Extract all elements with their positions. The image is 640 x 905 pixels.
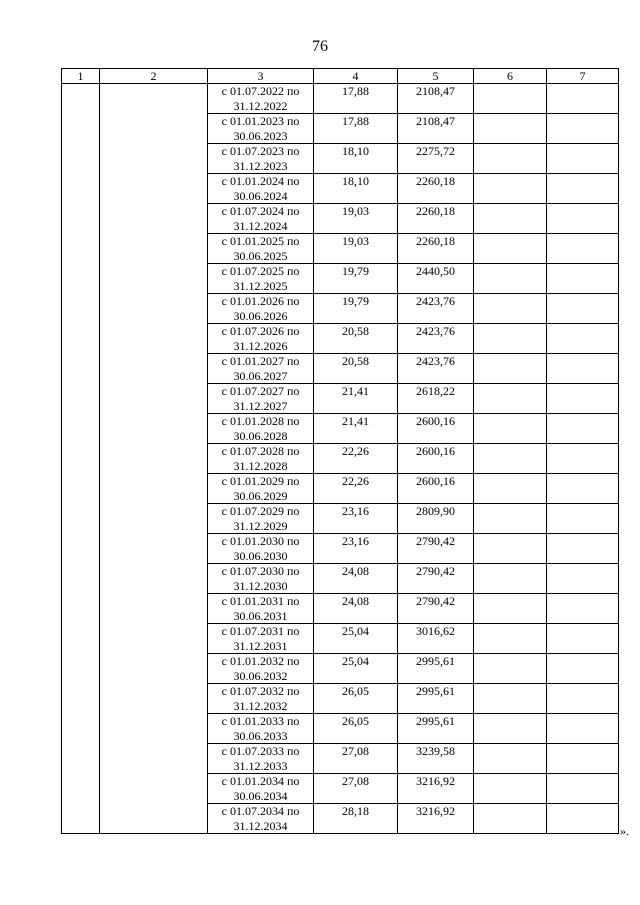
table-header-row bbox=[62, 69, 619, 84]
column-6-cell bbox=[474, 804, 547, 834]
column-5-value: 2618,22 bbox=[398, 384, 474, 414]
period-cell bbox=[208, 264, 314, 294]
column-5-value: 2260,18 bbox=[398, 234, 474, 264]
column-6-cell bbox=[474, 324, 547, 354]
column-4-value: 27,08 bbox=[314, 774, 398, 804]
period-start-text: с 01.07.2028 по bbox=[221, 444, 300, 458]
period-start-text: с 01.01.2032 по bbox=[221, 654, 300, 668]
column-4-value: 18,10 bbox=[314, 174, 398, 204]
column-5-value: 2440,50 bbox=[398, 264, 474, 294]
column-4-value: 20,58 bbox=[314, 324, 398, 354]
column-5-value: 2260,18 bbox=[398, 174, 474, 204]
column-7-cell bbox=[547, 474, 619, 504]
column-6-cell bbox=[474, 714, 547, 744]
period-start-text: с 01.01.2027 по bbox=[221, 354, 300, 368]
period-cell bbox=[208, 414, 314, 444]
column-5-value: 2108,47 bbox=[398, 84, 474, 114]
column-5-value: 2275,72 bbox=[398, 144, 474, 174]
period-end-text: 31.12.2022 bbox=[233, 98, 288, 113]
period-start-text: с 01.01.2025 по bbox=[221, 234, 300, 248]
column-6-cell bbox=[474, 654, 547, 684]
column-6-cell bbox=[474, 594, 547, 624]
period-end-text: 30.06.2029 bbox=[233, 488, 288, 503]
period-end-text: 31.12.2030 bbox=[233, 578, 288, 593]
period-end-text: 31.12.2032 bbox=[233, 698, 288, 713]
column-5-value: 2423,76 bbox=[398, 324, 474, 354]
column-7-cell bbox=[547, 354, 619, 384]
period-start-text: с 01.07.2034 по bbox=[221, 804, 300, 818]
column-5-value: 2600,16 bbox=[398, 444, 474, 474]
column-4-value: 27,08 bbox=[314, 744, 398, 774]
column-6-cell bbox=[474, 264, 547, 294]
column-7-cell bbox=[547, 204, 619, 234]
column-5-value: 3239,58 bbox=[398, 744, 474, 774]
period-end-text: 30.06.2034 bbox=[233, 788, 288, 803]
column-6-cell bbox=[474, 504, 547, 534]
period-end-text: 31.12.2029 bbox=[233, 518, 288, 533]
period-end-text: 31.12.2034 bbox=[233, 818, 288, 833]
period-cell bbox=[208, 84, 314, 114]
column-6-cell bbox=[474, 564, 547, 594]
column-6-cell bbox=[474, 384, 547, 414]
column-2-cell bbox=[100, 84, 208, 834]
period-start-text: с 01.01.2034 по bbox=[221, 774, 300, 788]
column-7-cell bbox=[547, 174, 619, 204]
column-4-value: 25,04 bbox=[314, 654, 398, 684]
column-7-cell bbox=[547, 294, 619, 324]
period-start-text: с 01.01.2024 по bbox=[221, 174, 300, 188]
column-6-cell bbox=[474, 204, 547, 234]
column-4-value: 18,10 bbox=[314, 144, 398, 174]
column-6-cell bbox=[474, 144, 547, 174]
column-6-cell bbox=[474, 684, 547, 714]
column-4-value: 22,26 bbox=[314, 444, 398, 474]
period-start-text: с 01.01.2023 по bbox=[221, 114, 300, 128]
period-start-text: с 01.07.2030 по bbox=[221, 564, 300, 578]
column-4-value: 17,88 bbox=[314, 84, 398, 114]
period-cell bbox=[208, 744, 314, 774]
period-cell bbox=[208, 564, 314, 594]
column-header-1: 1 bbox=[62, 69, 100, 84]
period-cell bbox=[208, 324, 314, 354]
period-end-text: 31.12.2024 bbox=[233, 218, 288, 233]
period-cell bbox=[208, 504, 314, 534]
column-4-value: 19,03 bbox=[314, 204, 398, 234]
column-6-cell bbox=[474, 174, 547, 204]
column-5-value: 3216,92 bbox=[398, 804, 474, 834]
period-cell bbox=[208, 534, 314, 564]
column-7-cell bbox=[547, 144, 619, 174]
column-6-cell bbox=[474, 234, 547, 264]
column-6-cell bbox=[474, 624, 547, 654]
column-header-3: 3 bbox=[208, 69, 314, 84]
column-5-value: 2108,47 bbox=[398, 114, 474, 144]
column-6-cell bbox=[474, 414, 547, 444]
column-7-cell bbox=[547, 414, 619, 444]
column-4-value: 20,58 bbox=[314, 354, 398, 384]
period-start-text: с 01.01.2028 по bbox=[221, 414, 300, 428]
page-number: 76 bbox=[312, 38, 328, 55]
period-start-text: с 01.07.2022 по bbox=[221, 84, 300, 98]
column-7-cell bbox=[547, 564, 619, 594]
column-4-value: 23,16 bbox=[314, 534, 398, 564]
table-row bbox=[62, 84, 619, 114]
period-cell bbox=[208, 594, 314, 624]
column-4-value: 21,41 bbox=[314, 384, 398, 414]
column-4-value: 22,26 bbox=[314, 474, 398, 504]
period-end-text: 30.06.2023 bbox=[233, 128, 288, 143]
period-end-text: 31.12.2025 bbox=[233, 278, 288, 293]
column-7-cell bbox=[547, 534, 619, 564]
column-5-value: 2995,61 bbox=[398, 654, 474, 684]
column-5-value: 2600,16 bbox=[398, 414, 474, 444]
column-5-value: 2790,42 bbox=[398, 564, 474, 594]
column-7-cell bbox=[547, 624, 619, 654]
column-5-value: 3216,92 bbox=[398, 774, 474, 804]
period-start-text: с 01.01.2031 по bbox=[221, 594, 300, 608]
period-start-text: с 01.07.2026 по bbox=[221, 324, 300, 338]
column-4-value: 28,18 bbox=[314, 804, 398, 834]
column-7-cell bbox=[547, 654, 619, 684]
column-6-cell bbox=[474, 294, 547, 324]
column-6-cell bbox=[474, 354, 547, 384]
period-start-text: с 01.07.2027 по bbox=[221, 384, 300, 398]
column-5-value: 2809,90 bbox=[398, 504, 474, 534]
period-cell bbox=[208, 294, 314, 324]
period-start-text: с 01.07.2023 по bbox=[221, 144, 300, 158]
period-start-text: с 01.07.2029 по bbox=[221, 504, 300, 518]
column-6-cell bbox=[474, 114, 547, 144]
column-6-cell bbox=[474, 84, 547, 114]
period-end-text: 30.06.2027 bbox=[233, 368, 288, 383]
period-end-text: 31.12.2033 bbox=[233, 758, 288, 773]
period-start-text: с 01.01.2033 по bbox=[221, 714, 300, 728]
column-7-cell bbox=[547, 744, 619, 774]
column-1-cell bbox=[62, 84, 100, 834]
column-4-value: 19,79 bbox=[314, 264, 398, 294]
column-4-value: 24,08 bbox=[314, 594, 398, 624]
period-end-text: 30.06.2024 bbox=[233, 188, 288, 203]
period-start-text: с 01.01.2026 по bbox=[221, 294, 300, 308]
column-4-value: 19,03 bbox=[314, 234, 398, 264]
period-cell bbox=[208, 804, 314, 834]
column-7-cell bbox=[547, 444, 619, 474]
table-body bbox=[62, 84, 619, 834]
period-cell bbox=[208, 144, 314, 174]
period-end-text: 31.12.2026 bbox=[233, 338, 288, 353]
period-start-text: с 01.01.2030 по bbox=[221, 534, 300, 548]
column-4-value: 21,41 bbox=[314, 414, 398, 444]
period-cell bbox=[208, 384, 314, 414]
period-cell bbox=[208, 444, 314, 474]
column-5-value: 2790,42 bbox=[398, 594, 474, 624]
closing-quote-mark: ». bbox=[620, 824, 629, 838]
period-start-text: с 01.07.2024 по bbox=[221, 204, 300, 218]
column-5-value: 3016,62 bbox=[398, 624, 474, 654]
column-7-cell bbox=[547, 504, 619, 534]
column-5-value: 2995,61 bbox=[398, 714, 474, 744]
period-end-text: 31.12.2028 bbox=[233, 458, 288, 473]
column-4-value: 26,05 bbox=[314, 684, 398, 714]
period-end-text: 30.06.2033 bbox=[233, 728, 288, 743]
period-cell bbox=[208, 654, 314, 684]
period-end-text: 30.06.2025 bbox=[233, 248, 288, 263]
period-end-text: 30.06.2031 bbox=[233, 608, 288, 623]
column-7-cell bbox=[547, 714, 619, 744]
column-header-5: 5 bbox=[398, 69, 474, 84]
column-5-value: 2790,42 bbox=[398, 534, 474, 564]
period-cell bbox=[208, 234, 314, 264]
period-cell bbox=[208, 684, 314, 714]
period-start-text: с 01.01.2029 по bbox=[221, 474, 300, 488]
column-7-cell bbox=[547, 684, 619, 714]
period-end-text: 31.12.2023 bbox=[233, 158, 288, 173]
column-6-cell bbox=[474, 534, 547, 564]
period-end-text: 31.12.2027 bbox=[233, 398, 288, 413]
period-end-text: 30.06.2026 bbox=[233, 308, 288, 323]
period-cell bbox=[208, 624, 314, 654]
column-7-cell bbox=[547, 774, 619, 804]
column-4-value: 23,16 bbox=[314, 504, 398, 534]
column-header-4: 4 bbox=[314, 69, 398, 84]
column-4-value: 26,05 bbox=[314, 714, 398, 744]
column-header-2: 2 bbox=[100, 69, 208, 84]
column-5-value: 2260,18 bbox=[398, 204, 474, 234]
period-cell bbox=[208, 714, 314, 744]
column-7-cell bbox=[547, 324, 619, 354]
column-7-cell bbox=[547, 264, 619, 294]
period-cell bbox=[208, 474, 314, 504]
period-start-text: с 01.07.2032 по bbox=[221, 684, 300, 698]
period-end-text: 30.06.2028 bbox=[233, 428, 288, 443]
column-header-6: 6 bbox=[474, 69, 547, 84]
period-end-text: 30.06.2030 bbox=[233, 548, 288, 563]
column-6-cell bbox=[474, 474, 547, 504]
column-header-7: 7 bbox=[547, 69, 619, 84]
column-5-value: 2423,76 bbox=[398, 354, 474, 384]
column-6-cell bbox=[474, 444, 547, 474]
column-7-cell bbox=[547, 234, 619, 264]
period-end-text: 30.06.2032 bbox=[233, 668, 288, 683]
column-5-value: 2600,16 bbox=[398, 474, 474, 504]
column-4-value: 24,08 bbox=[314, 564, 398, 594]
column-7-cell bbox=[547, 594, 619, 624]
column-4-value: 25,04 bbox=[314, 624, 398, 654]
column-7-cell bbox=[547, 114, 619, 144]
column-7-cell bbox=[547, 384, 619, 414]
column-5-value: 2423,76 bbox=[398, 294, 474, 324]
period-cell bbox=[208, 204, 314, 234]
period-cell bbox=[208, 774, 314, 804]
period-start-text: с 01.07.2033 по bbox=[221, 744, 300, 758]
period-start-text: с 01.07.2031 по bbox=[221, 624, 300, 638]
column-4-value: 17,88 bbox=[314, 114, 398, 144]
period-cell bbox=[208, 114, 314, 144]
period-start-text: с 01.07.2025 по bbox=[221, 264, 300, 278]
column-7-cell bbox=[547, 84, 619, 114]
column-5-value: 2995,61 bbox=[398, 684, 474, 714]
tariff-table bbox=[61, 68, 619, 834]
column-4-value: 19,79 bbox=[314, 294, 398, 324]
period-end-text: 31.12.2031 bbox=[233, 638, 288, 653]
column-7-cell bbox=[547, 804, 619, 834]
column-6-cell bbox=[474, 774, 547, 804]
period-cell bbox=[208, 354, 314, 384]
period-cell bbox=[208, 174, 314, 204]
column-6-cell bbox=[474, 744, 547, 774]
